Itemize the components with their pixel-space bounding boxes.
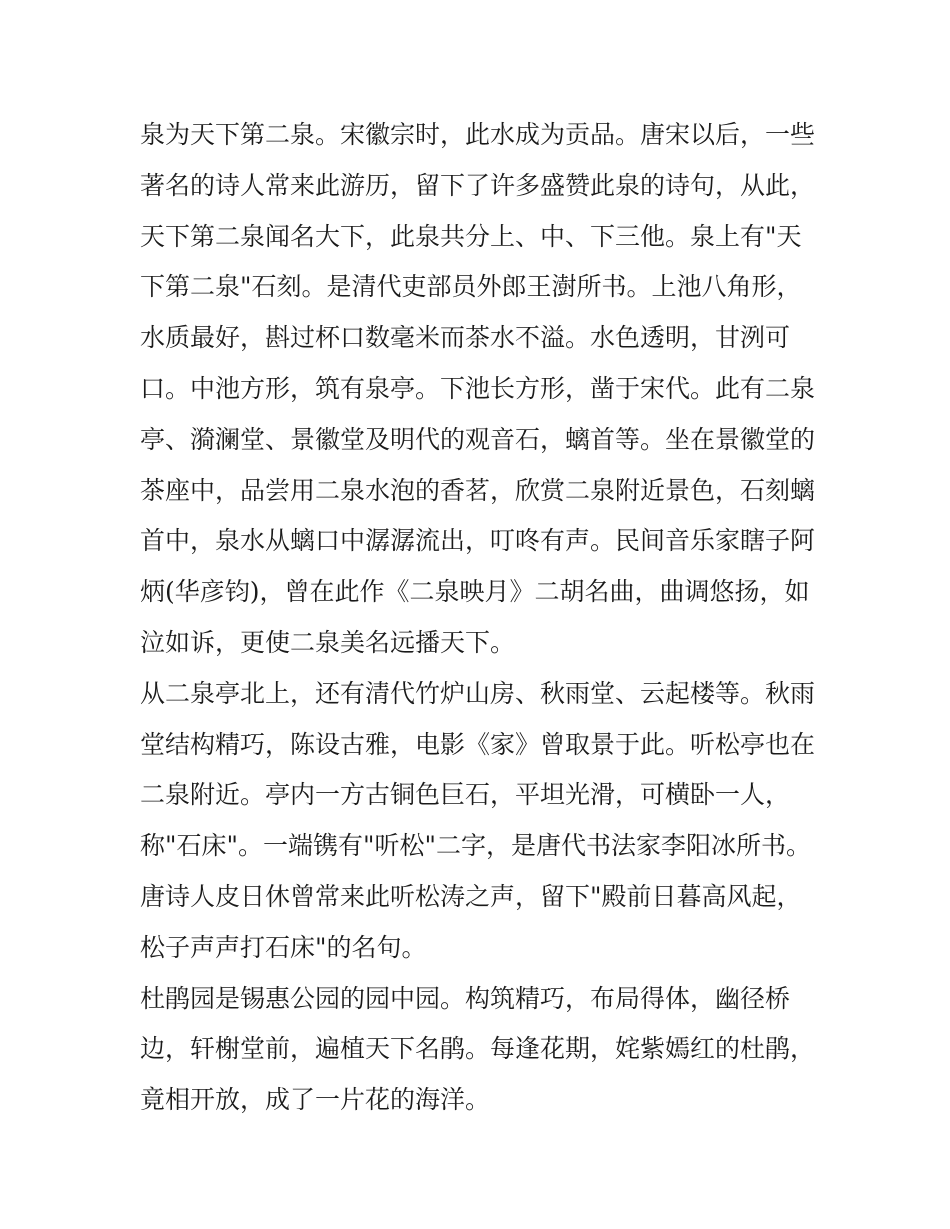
document-body <box>140 110 820 1126</box>
paragraph-tingsong <box>140 669 820 974</box>
text-line: 泣如诉，更使二泉美名远播天下。 <box>140 627 516 657</box>
text-line: 首中，泉水从螭口中潺潺流出，叮咚有声。民间音乐家瞎子阿 <box>140 526 816 556</box>
text-line: 亭、漪澜堂、景徽堂及明代的观音石，螭首等。坐在景徽堂的 <box>140 424 816 454</box>
text-line: 著名的诗人常来此游历，留下了许多盛赞此泉的诗句，从此， <box>140 170 816 200</box>
text-line: 唐诗人皮日休曾常来此听松涛之声，留下"殿前日暮高风起， <box>140 881 802 911</box>
text-line: 称"石床"。一端镌有"听松"二字，是唐代书法家李阳冰所书。 <box>140 831 811 861</box>
text-line: 杜鹃园是锡惠公园的园中园。构筑精巧，布局得体，幽径桥 <box>140 983 791 1013</box>
text-line: 二泉附近。亭内一方古铜色巨石，平坦光滑，可横卧一人， <box>140 780 791 810</box>
paragraph-erquan <box>140 110 820 669</box>
text-line: 茶座中，品尝用二泉水泡的香茗，欣赏二泉附近景色，石刻螭 <box>140 475 816 505</box>
paragraph-dujuanyuan <box>140 974 820 1126</box>
text-line: 口。中池方形，筑有泉亭。下池长方形，凿于宋代。此有二泉 <box>140 373 816 403</box>
text-line: 泉为天下第二泉。宋徽宗时，此水成为贡品。唐宋以后，一些 <box>140 120 816 149</box>
text-line: 水质最好，斟过杯口数毫米而茶水不溢。水色透明，甘洌可 <box>140 323 791 353</box>
text-line: 下第二泉"石刻。是清代吏部员外郎王澍所书。上池八角形， <box>140 272 802 302</box>
text-line: 堂结构精巧，陈设古雅，电影《家》曾取景于此。听松亭也在 <box>140 729 816 759</box>
text-line: 边，轩榭堂前，遍植天下名鹃。每逢花期，姹紫嫣红的杜鹃， <box>140 1034 816 1064</box>
text-line: 炳(华彦钧)，曾在此作《二泉映月》二胡名曲，曲调悠扬，如 <box>140 577 810 607</box>
text-line: 天下第二泉闻名大下，此泉共分上、中、下三他。泉上有"天 <box>140 221 802 251</box>
text-line: 松子声声打石床"的名句。 <box>140 932 427 962</box>
text-line: 竟相开放，成了一片花的海洋。 <box>140 1085 491 1115</box>
text-line: 从二泉亭北上，还有清代竹炉山房、秋雨堂、云起楼等。秋雨 <box>140 678 816 708</box>
